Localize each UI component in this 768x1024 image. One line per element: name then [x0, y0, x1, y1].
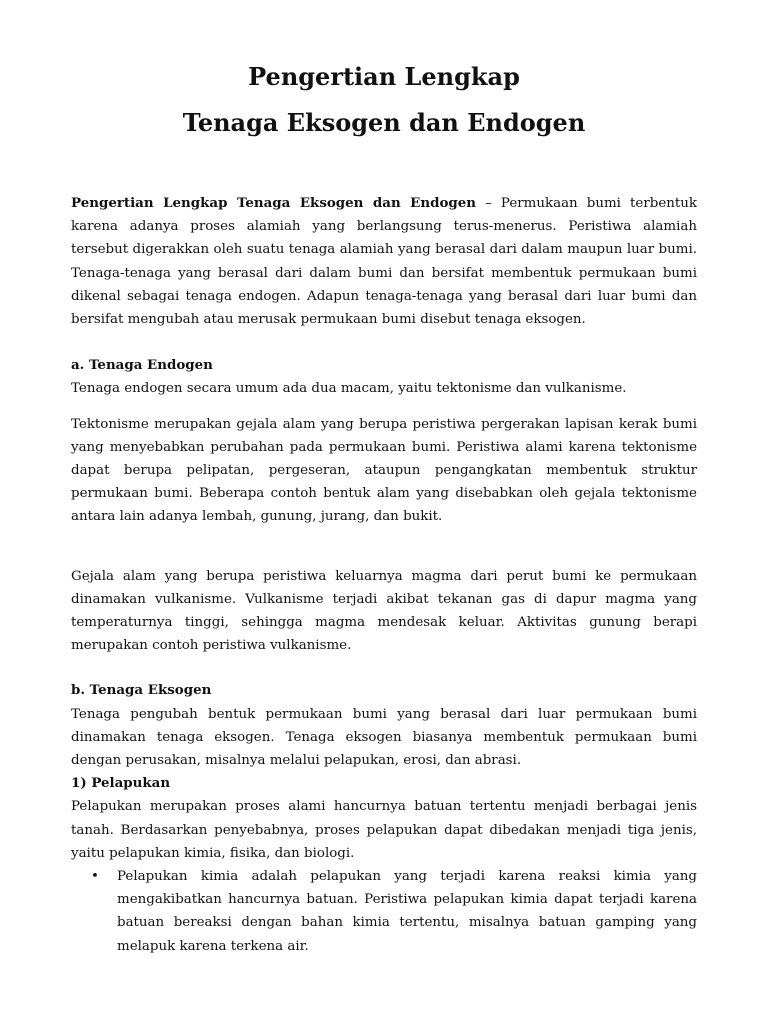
section-a-heading: a. Tenaga Endogen [71, 357, 213, 374]
subsection-1-heading: 1) Pelapukan [71, 775, 171, 792]
title-line-2: Tenaga Eksogen dan Endogen [182, 108, 586, 137]
list-item [71, 865, 697, 958]
bullet-list [71, 865, 697, 958]
section-a-paragraph-2: Tektonisme merupakan gejala alam yang berupa peristiwa pergerakan lapisan kerak bumi yang menyebabkan perubahan pada permukaan bumi. Peristiwa alami karena tektonisme dapat berupa pelipatan, pergeseran, ataupun pengangkatan membentuk struktur permukaan bumi. Beberapa contoh bentuk alam yang disebabkan oleh gejala tektonisme antara lain adanya lembah, gunung, jurang, dan bukit. [71, 416, 697, 525]
intro-text: – Permukaan bumi terbentuk karena adanya proses alamiah yang berlangsung terus-menerus. Peristiwa alamiah tersebut digerakkan oleh suatu tenaga alamiah yang berasal dari dalam maupun luar bumi. Tenaga-tenaga yang berasal dari dalam bumi dan bersifat membentuk permukaan bumi dikenal sebagai tenaga endogen. Adapun tenaga-tenaga yang berasal dari luar bumi dan bersifat mengubah atau merusak permukaan bumi disebut tenaga eksogen. [71, 196, 697, 328]
bullet-marker: • [91, 869, 99, 885]
intro-paragraph [71, 192, 697, 331]
title-line-1: Pengertian Lengkap [248, 62, 520, 91]
section-a-paragraph-1: Tenaga endogen secara umum ada dua macam, yaitu tektonisme dan vulkanisme. [71, 381, 627, 397]
section-a-paragraph-3: Gejala alam yang berupa peristiwa keluarnya magma dari perut bumi ke permukaan dinamakan vulkanisme. Vulkanisme terjadi akibat tekanan gas di dapur magma yang temperaturnya tinggi, sehingga magma mendesak keluar. Aktivitas gunung berapi merupakan contoh peristiwa vulkanisme. [71, 568, 697, 654]
section-b-heading: b. Tenaga Eksogen [71, 682, 212, 699]
subsection-1-paragraph-1: Pelapukan merupakan proses alami hancurnya batuan tertentu menjadi berbagai jenis tanah. Berdasarkan penyebabnya, proses pelapukan dapat dibedakan menjadi tiga jenis, yaitu pelapukan kimia, fisika, dan biologi. [71, 799, 697, 861]
bullet-text: Pelapukan kimia adalah pelapukan yang terjadi karena reaksi kimia yang mengakibatkan hancurnya batuan. Peristiwa pelapukan kimia dapat terjadi karena batuan bereaksi dengan bahan kimia tertentu, misalnya batuan gamping yang melapuk karena terkena air. [117, 869, 697, 954]
intro-lead: Pengertian Lengkap Tenaga Eksogen dan Endogen [71, 195, 477, 211]
section-b-paragraph-1: Tenaga pengubah bentuk permukaan bumi yang berasal dari luar permukaan bumi dinamakan tenaga eksogen. Tenaga eksogen biasanya membentuk permukaan bumi dengan perusakan, misalnya melalui pelapukan, erosi, dan abrasi. [71, 706, 697, 769]
document-body [71, 192, 697, 958]
